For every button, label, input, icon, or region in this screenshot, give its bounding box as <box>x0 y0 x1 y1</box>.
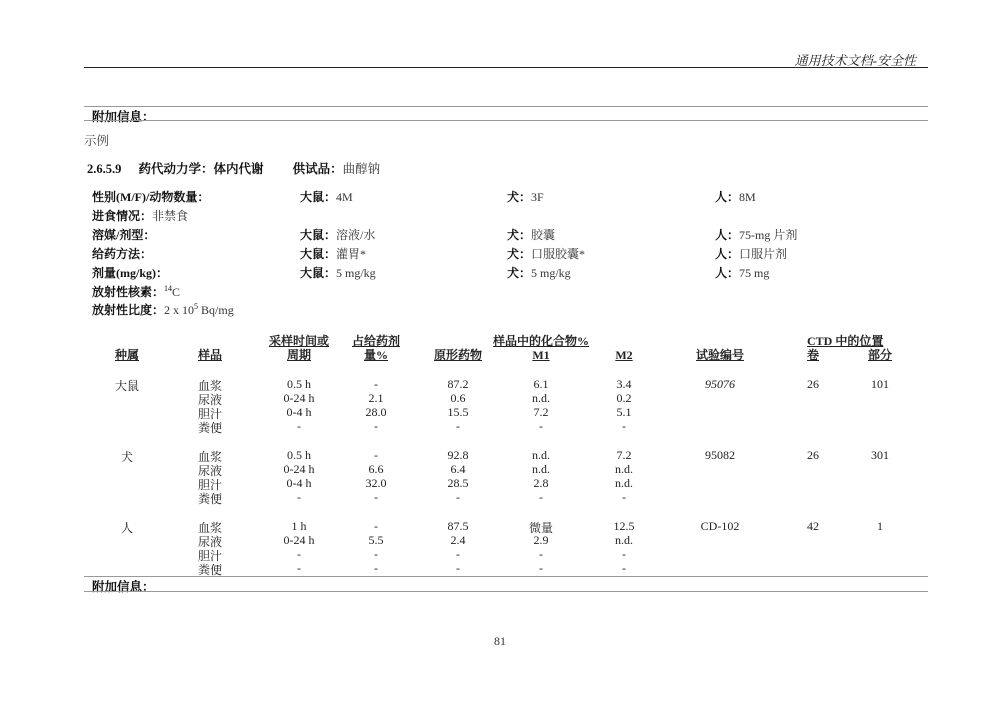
table-cell-m2: n.d. <box>615 462 633 476</box>
dog-label: 犬： <box>507 266 532 280</box>
table-cell-parent: - <box>456 561 460 575</box>
dog-dose: 5 mg/kg <box>531 266 571 280</box>
human-label: 人： <box>715 190 740 204</box>
col-header-dose-line2: 量% <box>363 348 389 362</box>
table-cell-m2: 3.4 <box>616 377 632 391</box>
table-cell-time: 0-4 h <box>286 405 312 419</box>
col-header-time-line1: 采样时间或 <box>268 334 330 348</box>
table-cell-parent: 15.5 <box>447 405 469 419</box>
feeding-label: 进食情况： <box>92 209 153 223</box>
table-cell-dose: - <box>374 377 378 391</box>
table-cell-time: 1 h <box>291 519 307 533</box>
table-cell-m2: - <box>622 419 626 433</box>
volume-dog: 26 <box>807 448 819 462</box>
rat-sex-count: 4M <box>336 190 353 204</box>
specific-activity-unit: Bq/mg <box>198 303 234 317</box>
table-cell-parent: 6.4 <box>450 462 466 476</box>
table-cell-time: 0-24 h <box>283 533 315 547</box>
table-cell-dose: 6.6 <box>368 462 384 476</box>
header-rule <box>84 67 928 68</box>
specific-activity-label: 放射性比度： <box>92 303 165 317</box>
table-cell-sample: 血浆 <box>197 379 223 393</box>
vehicle-form-label: 溶媒/剂型： <box>92 228 156 242</box>
table-cell-m2: 12.5 <box>613 519 635 533</box>
test-article-value: 曲醇钠 <box>342 162 381 176</box>
table-cell-time: - <box>297 547 301 561</box>
col-header-m1: M1 <box>532 348 550 362</box>
dog-label: 犬： <box>507 228 532 242</box>
dog-label: 犬： <box>507 190 532 204</box>
table-cell-m1: - <box>539 419 543 433</box>
table-cell-dose: - <box>374 519 378 533</box>
species-human: 人 <box>120 521 134 535</box>
col-header-time-line2: 周期 <box>286 348 312 362</box>
table-cell-dose: 28.0 <box>365 405 387 419</box>
col-header-species: 种属 <box>114 348 140 362</box>
table-cell-m1: 微量 <box>528 521 554 535</box>
section-heading <box>87 159 380 177</box>
col-header-volume: 卷 <box>806 348 820 362</box>
table-cell-m1: n.d. <box>532 448 550 462</box>
table-cell-m1: n.d. <box>532 391 550 405</box>
table-cell-m1: 6.1 <box>533 377 549 391</box>
dog-label: 犬： <box>507 247 532 261</box>
rat-vehicle: 溶液/水 <box>336 228 376 242</box>
human-label: 人： <box>715 228 740 242</box>
volume-human: 42 <box>807 519 819 533</box>
page-number: 81 <box>494 634 506 648</box>
additional-info-label-top: 附加信息： <box>92 110 155 124</box>
table-cell-sample: 粪便 <box>197 563 223 577</box>
table-cell-time: 0.5 h <box>287 377 311 391</box>
human-route: 口服片剂 <box>739 247 788 261</box>
sex-count-label: 性别(M/F)/动物数量： <box>92 190 210 204</box>
table-cell-m2: 0.2 <box>616 391 632 405</box>
table-cell-dose: - <box>374 490 378 504</box>
table-cell-m1: 2.8 <box>533 476 549 490</box>
table-cell-time: 0-24 h <box>283 391 315 405</box>
col-header-section: 部分 <box>867 348 893 362</box>
study-no-dog: 95082 <box>705 448 735 462</box>
table-cell-sample: 血浆 <box>197 450 223 464</box>
col-header-dose-line1: 占给药剂 <box>351 334 401 348</box>
specific-activity-base: 2 x 10 <box>164 303 195 317</box>
table-cell-parent: 87.5 <box>447 519 469 533</box>
table-cell-m2: - <box>622 561 626 575</box>
table-cell-dose: 2.1 <box>368 391 384 405</box>
rat-label: 大鼠： <box>300 228 337 242</box>
table-cell-sample: 胆汁 <box>197 407 223 421</box>
table-cell-sample: 粪便 <box>197 421 223 435</box>
table-cell-parent: 28.5 <box>447 476 469 490</box>
table-cell-dose: - <box>374 448 378 462</box>
species-rat: 大鼠 <box>114 379 140 393</box>
additional-info-top-rule <box>84 106 928 107</box>
table-cell-dose: - <box>374 561 378 575</box>
table-cell-sample: 尿液 <box>197 393 223 407</box>
document-header-title: 通用技术文档-安全性 <box>794 53 916 68</box>
table-cell-dose: 5.5 <box>368 533 384 547</box>
dog-route: 口服胶囊* <box>531 247 586 261</box>
table-cell-parent: - <box>456 419 460 433</box>
table-cell-m2: 5.1 <box>616 405 632 419</box>
feeding-value: 非禁食 <box>152 209 189 223</box>
table-cell-sample: 血浆 <box>197 521 223 535</box>
rat-dose: 5 mg/kg <box>336 266 376 280</box>
table-cell-m2: - <box>622 490 626 504</box>
rat-route: 灌胃* <box>336 247 367 261</box>
col-header-parent: 原形药物 <box>433 348 483 362</box>
table-cell-m2: - <box>622 547 626 561</box>
study-no-rat: 95076 <box>705 377 735 391</box>
table-cell-parent: 87.2 <box>447 377 469 391</box>
dog-vehicle: 胶囊 <box>531 228 556 242</box>
human-sex-count: 8M <box>739 190 756 204</box>
isotope-mass: 14 <box>164 284 173 293</box>
table-cell-m2: n.d. <box>615 533 633 547</box>
table-cell-parent: - <box>456 547 460 561</box>
additional-info-label-bottom: 附加信息： <box>92 580 155 594</box>
example-label: 示例 <box>84 134 110 148</box>
col-group-compounds: 样品中的化合物% <box>492 334 590 348</box>
human-label: 人： <box>715 247 740 261</box>
table-cell-time: 0-24 h <box>283 462 315 476</box>
section-human: 1 <box>877 519 883 533</box>
table-cell-dose: - <box>374 547 378 561</box>
table-cell-m1: - <box>539 547 543 561</box>
col-header-study-no: 试验编号 <box>695 348 745 362</box>
specific-activity-exponent: 5 <box>194 302 199 311</box>
table-cell-dose: 32.0 <box>365 476 387 490</box>
table-cell-sample: 胆汁 <box>197 478 223 492</box>
table-cell-time: - <box>297 561 301 575</box>
table-cell-sample: 粪便 <box>197 492 223 506</box>
table-cell-time: 0.5 h <box>287 448 311 462</box>
additional-info-bottom-rule <box>84 591 928 592</box>
table-cell-parent: 0.6 <box>450 391 466 405</box>
table-cell-sample: 尿液 <box>197 535 223 549</box>
table-cell-m1: - <box>539 490 543 504</box>
human-dose: 75 mg <box>739 266 770 280</box>
dose-label: 剂量(mg/kg)： <box>92 266 168 280</box>
table-cell-m1: 7.2 <box>533 405 549 419</box>
human-label: 人： <box>715 266 740 280</box>
study-no-human: CD-102 <box>700 519 740 533</box>
rat-label: 大鼠： <box>300 266 337 280</box>
table-cell-sample: 尿液 <box>197 464 223 478</box>
additional-info-top-rule <box>84 576 928 577</box>
table-cell-m2: n.d. <box>615 476 633 490</box>
col-header-m2: M2 <box>615 348 633 362</box>
col-header-sample: 样品 <box>197 348 223 362</box>
volume-rat: 26 <box>807 377 819 391</box>
table-cell-dose: - <box>374 419 378 433</box>
rat-label: 大鼠： <box>300 190 337 204</box>
table-cell-parent: 2.4 <box>450 533 466 547</box>
additional-info-bottom-rule <box>84 120 928 121</box>
table-cell-m1: n.d. <box>532 462 550 476</box>
section-dog: 301 <box>871 448 889 462</box>
table-cell-parent: - <box>456 490 460 504</box>
table-cell-sample: 胆汁 <box>197 549 223 563</box>
table-cell-time: - <box>297 490 301 504</box>
table-cell-time: - <box>297 419 301 433</box>
test-article-label: 供试品： <box>292 162 343 176</box>
col-group-ctd: CTD 中的位置 <box>807 334 884 348</box>
table-cell-time: 0-4 h <box>286 476 312 490</box>
section-rat: 101 <box>871 377 889 391</box>
species-dog: 犬 <box>120 450 134 464</box>
human-vehicle: 75-mg 片剂 <box>739 228 798 242</box>
table-cell-m1: 2.9 <box>533 533 549 547</box>
section-number: 2.6.5.9 <box>87 162 122 176</box>
route-label: 给药方法： <box>92 247 153 261</box>
table-cell-parent: 92.8 <box>447 448 469 462</box>
dog-sex-count: 3F <box>531 190 544 204</box>
table-cell-m2: 7.2 <box>616 448 632 462</box>
section-title: 药代动力学：体内代谢 <box>138 162 264 176</box>
isotope-symbol: C <box>172 285 181 299</box>
rat-label: 大鼠： <box>300 247 337 261</box>
radionuclide-label: 放射性核素： <box>92 285 165 299</box>
table-cell-m1: - <box>539 561 543 575</box>
